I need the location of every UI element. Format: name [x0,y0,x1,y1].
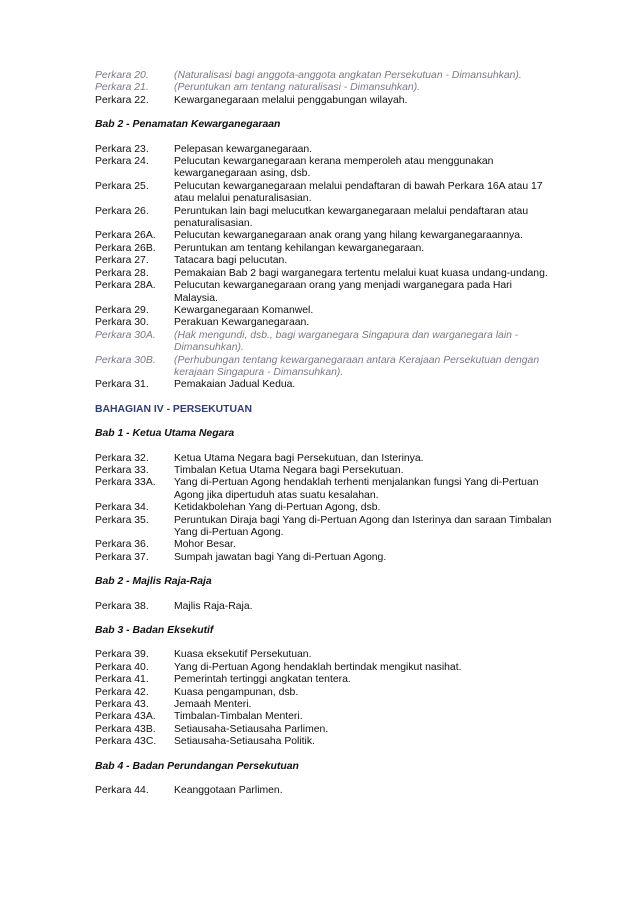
article-title: Sumpah jawatan bagi Yang di-Pertuan Agong. [174,551,387,563]
article-number: Perkara 30. [95,317,149,329]
chapter-heading: Bab 4 - Badan Perundangan Persekutuan [95,760,299,772]
article-entry [95,317,555,329]
article-entry [95,699,555,711]
article-number: Perkara 30A. [95,329,156,341]
article-entry [95,330,555,355]
article-entry [95,736,555,748]
article-entry [95,355,555,380]
article-list [95,785,555,797]
article-entry [95,662,555,674]
article-entry [95,379,555,391]
article-number: Perkara 31. [95,379,149,391]
article-number: Perkara 24. [95,156,149,168]
article-entry [95,649,555,661]
article-title: Pemerintah tertinggi angkatan tentera. [174,674,351,686]
article-title: Kuasa pengampunan, dsb. [174,686,299,698]
article-entry [95,144,555,156]
chapter-heading: Bab 3 - Badan Eksekutif [95,625,214,637]
article-entry [95,552,555,564]
article-title: Peruntukan am tentang kehilangan kewarganegaraan. [174,242,425,254]
article-list [95,601,555,613]
article-number: Perkara 20. [95,70,149,81]
article-entry [95,206,555,231]
article-number: Perkara 43C. [95,736,157,748]
article-number: Perkara 26A. [95,230,156,242]
article-entry [95,305,555,317]
article-number: Perkara 33A. [95,477,156,489]
article-title: Ketidakbolehan Yang di-Pertuan Agong, dsb. [174,502,381,514]
article-number: Perkara 37. [95,551,149,563]
article-entry [95,181,555,206]
article-title: Peruntukan lain bagi melucutkan kewarganegaraan melalui pendaftaran atau penaturalisasian. [174,205,529,230]
article-number: Perkara 35. [95,514,149,526]
article-number: Perkara 33. [95,464,149,476]
article-title: Pelucutan kewarganegaraan orang yang menjadi warganegara pada Hari Malaysia. [174,280,512,304]
article-entry [95,687,555,699]
article-title: Pemakaian Jadual Kedua. [174,379,296,391]
article-list [95,70,555,107]
article-entry [95,243,555,255]
article-entry [95,477,555,502]
article-title: (Naturalisasi bagi anggota-anggota angkatan Persekutuan - Dimansuhkan). [174,70,522,81]
article-entry [95,82,555,94]
article-entry [95,711,555,723]
article-number: Perkara 26B. [95,242,156,254]
article-title: Timbalan Ketua Utama Negara bagi Persekutuan. [174,464,404,476]
article-title: (Perhubungan tentang kewarganegaraan antara Kerajaan Persekutuan dengan kerajaan Singapura - Dimansuhkan). [174,354,540,378]
article-number: Perkara 43. [95,699,149,711]
article-entry [95,502,555,514]
article-number: Perkara 26. [95,205,149,217]
article-title: Pelucutan kewarganegaraan melalui pendaftaran di bawah Perkara 16A atau 17 atau melalui penaturalisasian. [174,180,543,205]
article-title: Setiausaha-Setiausaha Parlimen. [174,723,329,735]
article-number: Perkara 30B. [95,354,156,366]
article-title: Pelucutan kewarganegaraan anak orang yang hilang kewarganegaraannya. [174,230,523,242]
article-number: Perkara 43A. [95,711,156,723]
article-title: Peruntukan Diraja bagi Yang di-Pertuan Agong dan Isterinya dan saraan Timbalan Yang di-Pertuan Agong. [174,514,552,538]
article-title: Tatacara bagi pelucutan. [174,255,288,267]
article-number: Perkara 28. [95,267,149,279]
article-number: Perkara 22. [95,94,149,106]
article-number: Perkara 36. [95,539,149,551]
article-title: Timbalan-Timbalan Menteri. [174,711,303,723]
chapter-heading: Bab 2 - Majlis Raja-Raja [95,576,212,588]
article-entry [95,95,555,107]
article-list [95,453,555,565]
article-number: Perkara 41. [95,674,149,686]
article-title: Pemakaian Bab 2 bagi warganegara tertentu melalui kuat kuasa undang-undang. [174,267,548,279]
article-title: Setiausaha-Setiausaha Politik. [174,736,315,748]
article-number: Perkara 23. [95,143,149,155]
article-entry [95,268,555,280]
article-number: Perkara 21. [95,82,149,94]
part-heading: BAHAGIAN IV - PERSEKUTUAN [95,403,253,415]
article-entry [95,785,555,797]
article-title: Perakuan Kewarganegaraan. [174,317,310,329]
article-title: Kewarganegaraan melalui penggabungan wilayah. [174,94,408,106]
article-entry [95,230,555,242]
article-list [95,144,555,392]
article-entry [95,674,555,686]
article-number: Perkara 43B. [95,723,156,735]
article-entry [95,601,555,613]
article-title: Kuasa eksekutif Persekutuan. [174,649,312,661]
article-number: Perkara 42. [95,686,149,698]
article-entry [95,515,555,540]
article-number: Perkara 38. [95,600,149,612]
article-entry [95,255,555,267]
article-number: Perkara 39. [95,649,149,661]
article-number: Perkara 25. [95,180,149,192]
article-number: Perkara 29. [95,304,149,316]
article-title: Mohor Besar. [174,539,236,551]
article-number: Perkara 34. [95,502,149,514]
article-number: Perkara 28A. [95,280,156,292]
article-number: Perkara 40. [95,661,149,673]
article-title: Yang di-Pertuan Agong hendaklah terhenti menjalankan fungsi Yang di-Pertuan Agong jika dipertuduh atas suatu kesalahan. [174,477,539,501]
article-number: Perkara 32. [95,452,149,464]
article-entry [95,156,555,181]
article-title: (Hak mengundi, dsb., bagi warganegara Singapura dan warganegara lain - Dimansuhkan). [174,329,519,354]
article-entry [95,724,555,736]
article-list [95,649,555,748]
article-title: Ketua Utama Negara bagi Persekutuan, dan Isterinya. [174,452,424,464]
article-entry [95,453,555,465]
article-number: Perkara 44. [95,785,149,797]
article-title: Pelepasan kewarganegaraan. [174,143,313,155]
article-title: Kewarganegaraan Komanwel. [174,304,314,316]
chapter-heading: Bab 2 - Penamatan Kewarganegaraan [95,119,281,131]
article-title: Jemaah Menteri. [174,699,252,711]
article-entry [95,280,555,305]
article-entry [95,539,555,551]
article-number: Perkara 27. [95,255,149,267]
article-title: Pelucutan kewarganegaraan kerana memperoleh atau menggunakan kewarganegaraan asing, dsb. [174,156,494,180]
article-entry [95,465,555,477]
chapter-heading: Bab 1 - Ketua Utama Negara [95,428,235,440]
article-entry [95,70,555,82]
document-content [95,70,555,810]
article-title: Majlis Raja-Raja. [174,600,253,612]
article-title: Keanggotaan Parlimen. [174,785,283,797]
article-title: Yang di-Pertuan Agong hendaklah bertindak mengikut nasihat. [174,661,462,673]
article-title: (Peruntukan am tentang naturalisasi - Dimansuhkan). [174,82,421,94]
